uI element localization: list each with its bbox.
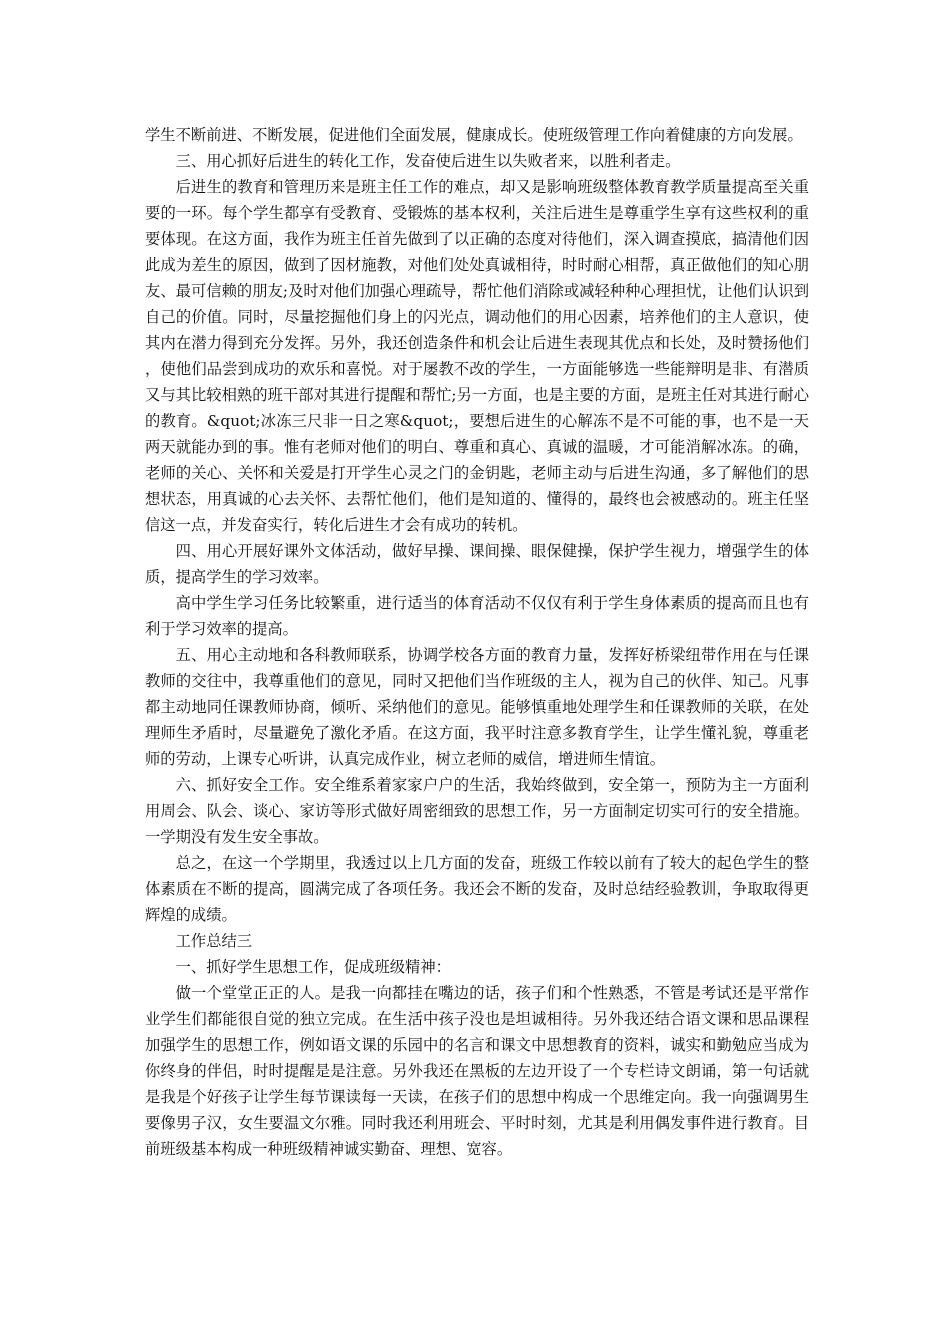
heading-section-four: 四、用心开展好课外文体活动，做好早操、课间操、眼保健操，保护学生视力，增强学生的体质，提高学生的学习效率。: [145, 542, 809, 586]
paragraph-section-six: 六、抓好安全工作。安全维系着家家户户的生活，我始终做到，安全第一，预防为主一方面利用周会、队会、谈心、家访等形式做好周密细致的思想工作，另一方面制定切实可行的安全措施。一学期没有发生安全事故。: [145, 776, 809, 846]
paragraph-sports: 高中学生学习任务比较繁重，进行适当的体育活动不仅仅有利于学生身体素质的提高而且也有利于学习效率的提高。: [145, 594, 809, 638]
paragraph-conclusion: 总之，在这一个学期里，我透过以上几方面的发奋，班级工作较以前有了较大的起色学生的整体素质在不断的提高，圆满完成了各项任务。我还会不断的发奋，及时总结经验教训，争取取得更辉煌的成绩。: [145, 854, 809, 924]
document-page: [145, 122, 809, 1162]
paragraph-class-spirit: 做一个堂堂正正的人。是我一向都挂在嘴边的话，孩子们和个性熟悉，不管是考试还是平常作业学生们都能很自觉的独立完成。在生活中孩子没也是坦诚相待。另外我还结合语文课和思品课程加强学生的思想工作，例如语文课的乐园中的名言和课文中思想教育的资料，诚实和勤勉应当成为你终身的伴侣，时时提醒是是注意。另外我还在黑板的左边开设了一个专栏诗文朗诵，第一句话就是我是个好孩子让学生每节课读每一天读，在孩子们的思想中构成一个思维定向。我一向强调男生要像男子汉，女生要温文尔雅。同时我还利用班会、平时时刻，尤其是利用偶发事件进行教育。目前班级基本构成一种班级精神诚实勤奋、理想、宽容。: [145, 984, 809, 1158]
paragraph-section-five: 五、用心主动地和各科教师联系，协调学校各方面的教育力量，发挥好桥梁纽带作用在与任课教师的交往中，我尊重他们的意见，同时又把他们当作班级的主人，视为自己的伙伴、知己。凡事都主动地同任课教师协商，倾听、采纳他们的意见。能够慎重地处理学生和任课教师的关联，在处理师生矛盾时，尽量避免了激化矛盾。在这方面，我平时注意多教育学生，让学生懂礼貌，尊重老师的劳动，上课专心听讲，认真完成作业，树立老师的威信，增进师生情谊。: [145, 646, 809, 768]
heading-section-three: 三、用心抓好后进生的转化工作，发奋使后进生以失败者来，以胜利者走。: [175, 152, 681, 170]
paragraph-underachievers: 后进生的教育和管理历来是班主任工作的难点，却又是影响班级整体教育教学质量提高至关重要的一环。每个学生都享有受教育、受锻炼的基本权利，关注后进生是尊重学生享有这些权利的重要体现。在这方面，我作为班主任首先做到了以正确的态度对待他们，深入调查摸底，搞清他们因此成为差生的原因，做到了因材施教，对他们处处真诚相待，时时耐心相帮，真正做他们的知心朋友、最可信赖的朋友;及时对他们加强心理疏导，帮忙他们消除或减轻种种心理担忧，让他们认识到自己的价值。同时，尽量挖掘他们身上的闪光点，调动他们的用心因素，培养他们的主人意识，使其内在潜力得到充分发挥。另外，我还创造条件和机会让后进生表现其优点和长处，及时赞扬他们，使他们品尝到成功的欢乐和喜悦。对于屡教不改的学生，一方面能够选一些能辩明是非、有潜质又与其比较相熟的班干部对其进行提醒和帮忙;另一方面，也是主要的方面，是班主任对其进行耐心的教育。&quot;冰冻三尺非一日之寒&quot;，要想后进生的心解冻不是不可能的事，也不是一天两天就能办到的事。惟有老师对他们的明白、尊重和真心、真诚的温暖，才可能消解冰冻。的确，老师的关心、关怀和关爱是打开学生心灵之门的金钥匙，老师主动与后进生沟通，多了解他们的思想状态，用真诚的心去关怀、去帮忙他们，他们是知道的、懂得的，最终也会被感动的。班主任坚信这一点，并发奋实行，转化后进生才会有成功的转机。: [145, 178, 809, 534]
heading-subsection-one: 一、抓好学生思想工作，促成班级精神：: [175, 958, 451, 976]
paragraph-continuation: 学生不断前进、不断发展，促进他们全面发展，健康成长。使班级管理工作向着健康的方向发展。: [145, 126, 803, 144]
heading-summary-three: 工作总结三: [175, 932, 253, 950]
